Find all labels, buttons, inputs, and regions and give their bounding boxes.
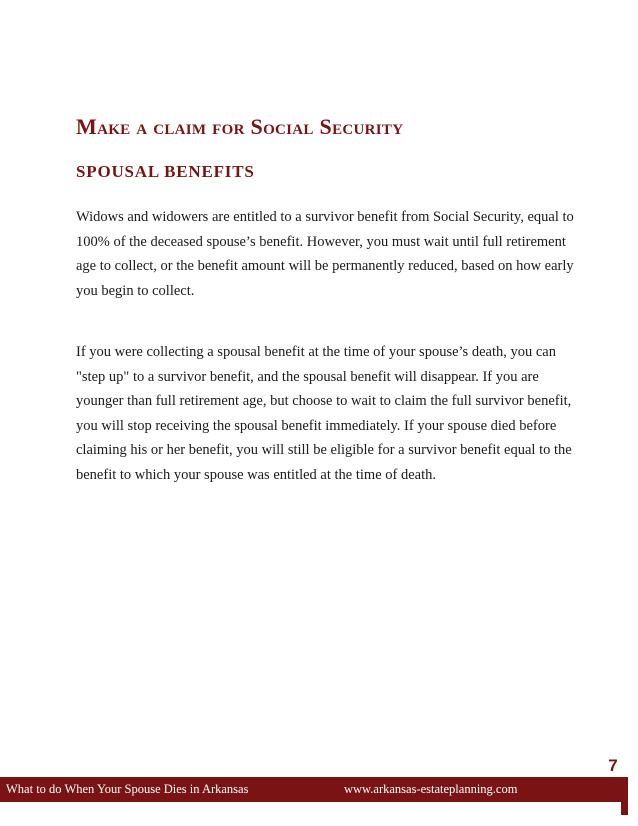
body-paragraph-2: If you were collecting a spousal benefit at the time of your spouse’s death, you can "step up" to a survivor benefit, and the spousal benefit will disappear. If you are younger than full retirement age, but choose to wait to claim the full survivor benefit, you will stop receiving the spousal benefit immediately. If your spouse died before claiming his or her benefit, you will still be eligible for a survivor benefit equal to the benefit to which your spouse was entitled at the time of death.: [76, 344, 572, 483]
footer-document-title: What to do When Your Spouse Dies in Arkansas: [6, 782, 249, 796]
page-edge-accent: [621, 777, 628, 815]
page-number: 7: [608, 756, 618, 775]
footer-bar: [0, 777, 621, 802]
body-paragraph-1: Widows and widowers are entitled to a survivor benefit from Social Security, equal to 100% of the deceased spouse’s benefit. However, you must wait until full retirement age to collect, or the benefit amount will be permanently reduced, based on how early you begin to collect.: [76, 209, 574, 299]
footer-website: www.arkansas-estateplanning.com: [344, 782, 518, 796]
section-title: Make a claim for Social Security: [76, 114, 404, 139]
section-subtitle: SPOUSAL BENEFITS: [76, 162, 255, 181]
